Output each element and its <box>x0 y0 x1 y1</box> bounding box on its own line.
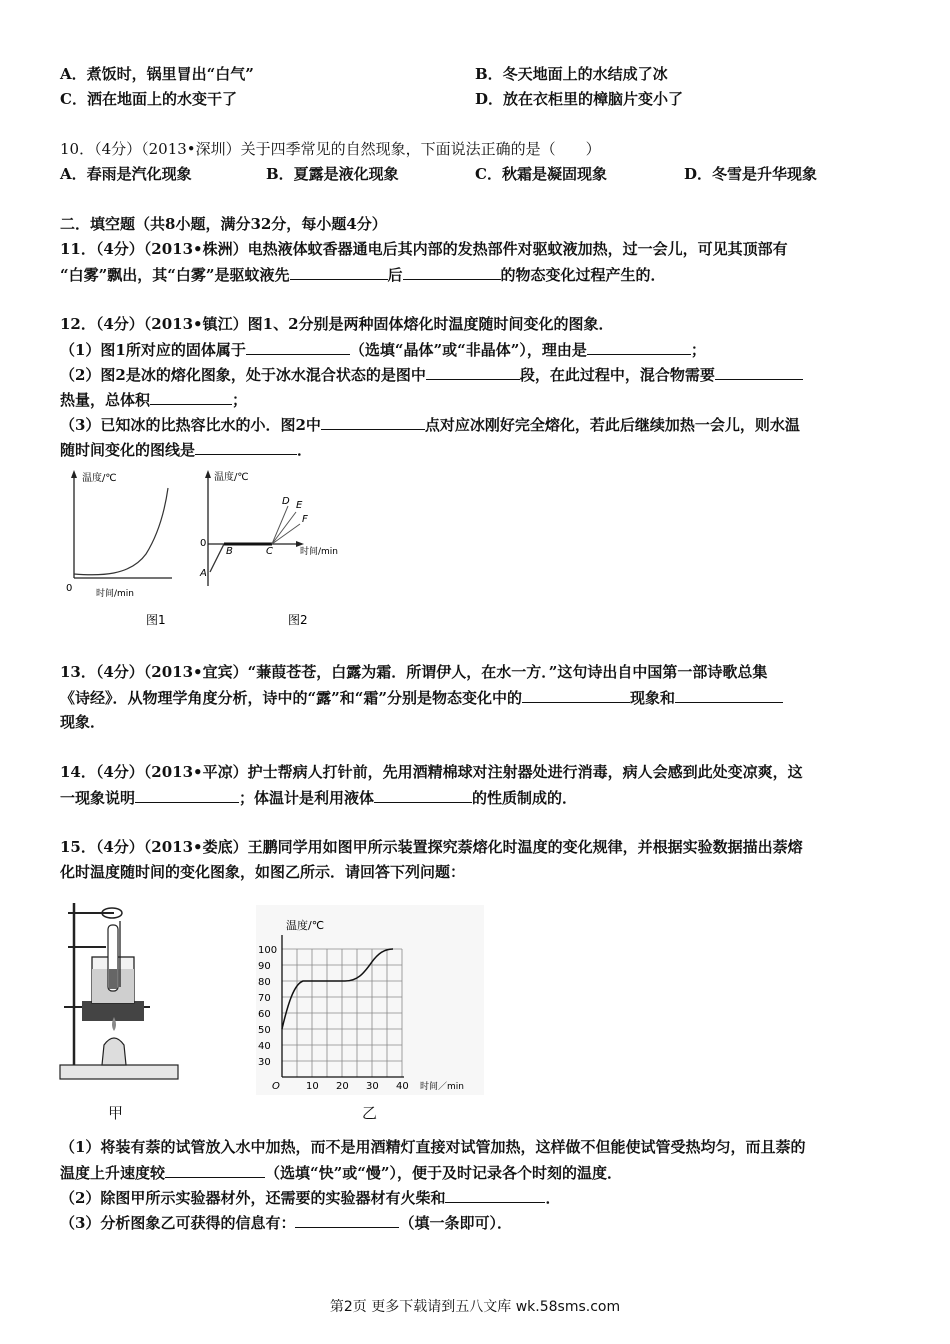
q15-part2 <box>60 1187 560 1208</box>
q12-text: ； <box>690 341 706 359</box>
q9-option-c: C．洒在地面上的水变干了 <box>60 90 237 108</box>
q12-text: （3）已知冰的比热容比水的小．图2中 <box>60 416 321 434</box>
q15-text: （填一条即可）． <box>399 1214 512 1232</box>
q15-blank-2[interactable] <box>445 1187 545 1203</box>
q9-option-a: A．煮饭时，锅里冒出“白气” <box>60 65 254 83</box>
q15-text: （选填“快”或“慢”），便于及时记录各个时刻的温度． <box>265 1164 623 1182</box>
q13-blank-2[interactable] <box>675 687 783 703</box>
q14-blank-1[interactable] <box>135 787 239 803</box>
temperature-curve <box>74 488 168 575</box>
q9-option-b: B．冬天地面上的水结成了冰 <box>475 65 668 83</box>
q10-option-a: A．春雨是汽化现象 <box>60 165 192 183</box>
x-axis-label: 时间/min <box>96 589 135 599</box>
y-axis-label: 温度/℃ <box>82 473 117 484</box>
y-axis-arrow <box>71 470 77 478</box>
q12-line3 <box>60 364 803 385</box>
q12-blank-6[interactable] <box>321 414 425 430</box>
page-footer: 第2页 更多下载请到五八文库 wk.58sms.com <box>329 1299 621 1315</box>
y-tick-label: 30 <box>258 1057 271 1068</box>
q15-blank-1[interactable] <box>165 1162 265 1178</box>
q15-line2: 化时温度随时间的变化图象，如图乙所示．请回答下列问题： <box>60 863 466 881</box>
q15-graph-figure <box>256 905 484 1095</box>
q12-blank-3[interactable] <box>426 364 520 380</box>
q13-line2 <box>60 687 783 708</box>
q11-blank-1[interactable] <box>290 264 388 280</box>
stand-base <box>60 1065 178 1079</box>
figure-caption: 图2 <box>288 613 308 627</box>
q12-text: （2）图2是冰的熔化图象，处于冰水混合状态的是图中 <box>60 366 426 384</box>
q12-figure-2 <box>196 466 346 634</box>
q11-text-a: “白雾”飘出，其“白雾”是驱蚊液先 <box>60 266 290 284</box>
x-tick-label: 30 <box>366 1081 379 1092</box>
q13-line1: 13．（4分）（2013•宜宾）“蒹葭苍苍，白露为霜．所谓伊人，在水一方．”这句诗出自中国第一部诗歌总集 <box>60 663 768 681</box>
q14-blank-2[interactable] <box>374 787 472 803</box>
q15-blank-3[interactable] <box>295 1212 399 1228</box>
q14-text: ；体温计是利用液体 <box>239 789 375 807</box>
q12-blank-7[interactable] <box>195 439 297 455</box>
naphthalene <box>109 969 117 989</box>
q12-figure-1 <box>60 466 180 634</box>
section-heading: 二．填空题（共8小题，满分32分，每小题4分） <box>60 215 387 233</box>
q13-line3: 现象． <box>60 713 106 731</box>
point-label-f: F <box>302 514 308 525</box>
point-label-c: C <box>266 546 273 557</box>
q15-text: ． <box>545 1189 561 1207</box>
q11-text-b: 后 <box>387 266 403 284</box>
q15-text: 温度上升速度较 <box>60 1164 166 1182</box>
graph-caption: 乙 <box>362 1104 378 1122</box>
y-tick-label: 100 <box>258 945 278 956</box>
q12-line4 <box>60 389 247 410</box>
origin-label: O <box>272 1081 280 1092</box>
q15-text: （2）除图甲所示实验器材外，还需要的实验器材有火柴和 <box>60 1189 446 1207</box>
q14-text: 一现象说明 <box>60 789 136 807</box>
q12-line2 <box>60 339 706 360</box>
line-ce <box>272 512 296 544</box>
q14-line2 <box>60 787 577 808</box>
q12-text: 随时间变化的图线是 <box>60 441 196 459</box>
y-axis-arrow <box>205 470 211 478</box>
q10-option-b: B．夏露是液化现象 <box>266 165 399 183</box>
x-axis-label: 时间／min <box>420 1082 464 1092</box>
q12-line5 <box>60 414 800 435</box>
y-tick-label: 50 <box>258 1025 271 1036</box>
q15-line1: 15．（4分）（2013•娄底）王鹏同学用如图甲所示装置探究萘熔化时温度的变化规律，并根据实验数据描出萘熔 <box>60 838 803 856</box>
q12-text: ； <box>232 391 248 409</box>
q10-stem: 10．（4分）（2013•深圳）关于四季常见的自然现象，下面说法正确的是（ ） <box>60 140 601 158</box>
q11-text-c: 的物态变化过程产生的． <box>500 266 666 284</box>
q15-text: （3）分析图象乙可获得的信息有： <box>60 1214 296 1232</box>
q12-text: （选填“晶体”或“非晶体”），理由是 <box>349 341 587 359</box>
q12-blank-4[interactable] <box>715 364 803 380</box>
alcohol-lamp <box>102 1038 126 1065</box>
q12-text: 段，在此过程中，混合物需要 <box>519 366 715 384</box>
apparatus-caption: 甲 <box>108 1104 124 1122</box>
y-tick-label: 60 <box>258 1009 271 1020</box>
q12-blank-1[interactable] <box>246 339 350 355</box>
wire-gauze <box>82 1001 144 1021</box>
y-tick-label: 70 <box>258 993 271 1004</box>
q15-part1-line1: （1）将装有萘的试管放入水中加热，而不是用酒精灯直接对试管加热，这样做不但能使试管受热均匀，而且萘的 <box>60 1138 806 1156</box>
x-axis-label: 时间/min <box>300 547 339 557</box>
x-tick-label: 20 <box>336 1081 349 1092</box>
y-axis-label: 温度/℃ <box>286 919 325 932</box>
q12-blank-5[interactable] <box>150 389 232 405</box>
q12-text: （1）图1所对应的固体属于 <box>60 341 246 359</box>
point-label-b: B <box>226 546 233 557</box>
q12-text: ． <box>297 441 313 459</box>
q12-text: 热量，总体积 <box>60 391 151 409</box>
q15-apparatus-figure <box>58 895 182 1091</box>
q14-text: 的性质制成的． <box>472 789 578 807</box>
figure-caption: 图1 <box>146 613 166 627</box>
x-tick-label: 40 <box>396 1081 409 1092</box>
origin-label: 0 <box>200 538 207 549</box>
q11-line2 <box>60 264 666 285</box>
q11-blank-2[interactable] <box>403 264 501 280</box>
q11-line1: 11．（4分）（2013•株洲）电热液体蚊香器通电后其内部的发热部件对驱蚊液加热，过一会儿，可见其顶部有 <box>60 240 788 258</box>
q15-part3 <box>60 1212 512 1233</box>
y-tick-label: 90 <box>258 961 271 972</box>
q12-text: 点对应冰刚好完全熔化，若此后继续加热一会儿，则水温 <box>424 416 800 434</box>
q10-option-d: D．冬雪是升华现象 <box>684 165 818 183</box>
q12-blank-2[interactable] <box>587 339 691 355</box>
q15-part1-line2 <box>60 1162 622 1183</box>
point-label-a: A <box>200 568 207 579</box>
q13-text: 现象和 <box>630 689 676 707</box>
q13-blank-1[interactable] <box>522 687 630 703</box>
q13-text: 《诗经》．从物理学角度分析，诗中的“露”和“霜”分别是物态变化中的 <box>60 689 523 707</box>
q9-option-d: D．放在衣柜里的樟脑片变小了 <box>475 90 684 108</box>
q14-line1: 14．（4分）（2013•平凉）护士帮病人打针前，先用酒精棉球对注射器处进行消毒，病人会感到此处变凉爽，这 <box>60 763 803 781</box>
y-tick-label: 40 <box>258 1041 271 1052</box>
segment-ab <box>210 544 224 572</box>
origin-label: 0 <box>66 583 73 594</box>
y-tick-label: 80 <box>258 977 271 988</box>
point-label-d: D <box>282 496 290 507</box>
q12-line1: 12．（4分）（2013•镇江）图1、2分别是两种固体熔化时温度随时间变化的图象． <box>60 315 614 333</box>
q12-line6 <box>60 439 312 460</box>
y-axis-label: 温度/℃ <box>214 472 249 483</box>
q10-option-c: C．秋霜是凝固现象 <box>475 165 607 183</box>
x-tick-label: 10 <box>306 1081 319 1092</box>
point-label-e: E <box>296 500 303 511</box>
